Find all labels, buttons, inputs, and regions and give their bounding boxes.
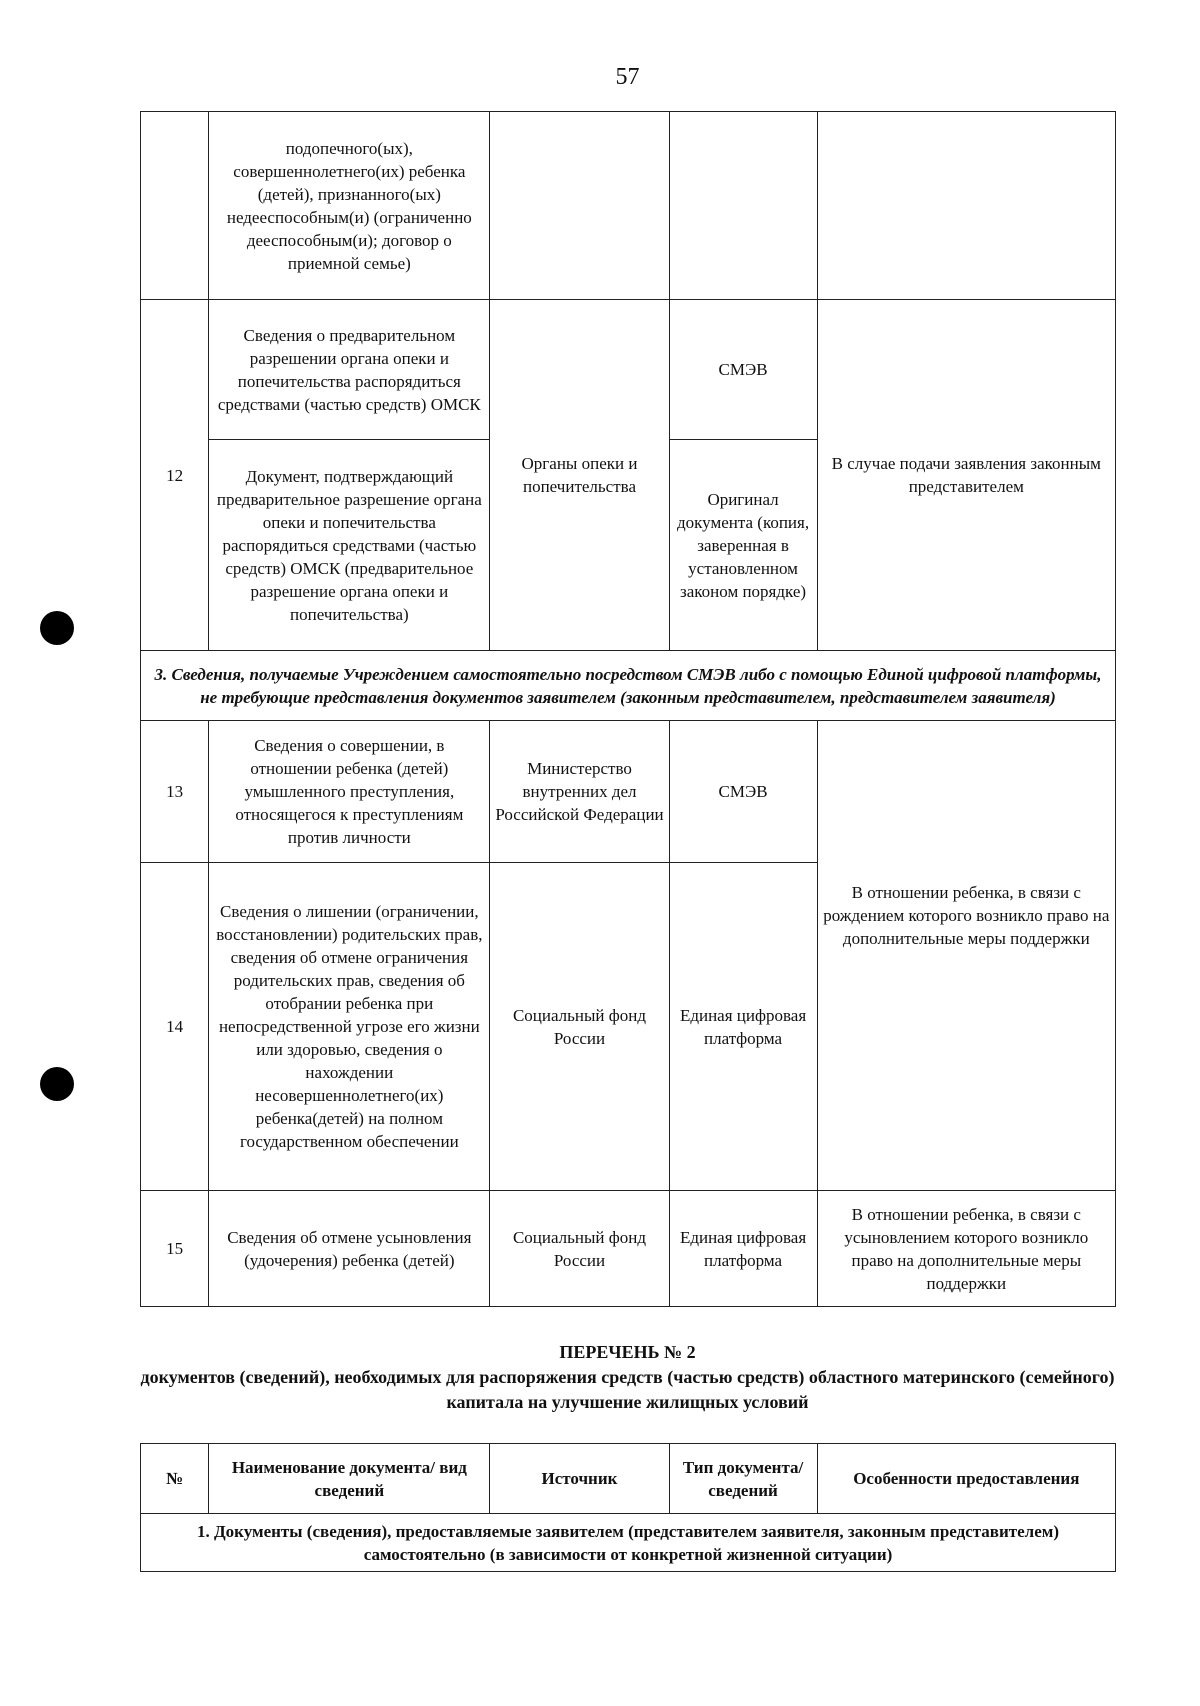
cell-note <box>817 112 1115 300</box>
cell-type: СМЭВ <box>669 300 817 440</box>
table-row <box>141 112 1116 300</box>
cell-type <box>669 112 817 300</box>
cell-num: 14 <box>141 863 209 1191</box>
table-row <box>141 721 1116 863</box>
list-title: ПЕРЕЧЕНЬ № 2 <box>559 1342 696 1362</box>
punch-hole <box>40 1067 74 1101</box>
section-heading: 3. Сведения, получаемые Учреждением самостоятельно посредством СМЭВ либо с помощью Единой цифровой платформы, не требующие представления документов заявителем (законным представителем, представителем заявителя) <box>141 651 1116 721</box>
cell-note: В отношении ребенка, в связи с рождением которого возникло право на дополнительные меры поддержки <box>817 721 1115 1191</box>
cell-num: 15 <box>141 1191 209 1307</box>
table-row <box>141 1191 1116 1307</box>
documents-table-2 <box>140 1443 1116 1572</box>
cell-document-name: Сведения об отмене усыновления (удочерения) ребенка (детей) <box>209 1191 490 1307</box>
cell-num: 12 <box>141 300 209 651</box>
cell-type: Единая цифровая платформа <box>669 1191 817 1307</box>
cell-document-name: Сведения о совершении, в отношении ребенка (детей) умышленного преступления, относящегося к преступлениям против личности <box>209 721 490 863</box>
list-subtitle: документов (сведений), необходимых для распоряжения средств (частью средств) областного материнского (семейного) капитала на улучшение жилищных условий <box>140 1367 1115 1412</box>
header-num: № <box>141 1444 209 1514</box>
cell-type: Единая цифровая платформа <box>669 863 817 1191</box>
cell-type: Оригинал документа (копия, заверенная в установленном законом порядке) <box>669 440 817 651</box>
documents-table <box>140 111 1116 1307</box>
section-row <box>141 651 1116 721</box>
cell-document-name: Сведения о лишении (ограничении, восстановлении) родительских прав, сведения об отмене ограничения родительских прав, сведения об отобрании ребенка при непосредственной угрозе его жизни или здоровью, сведения о нахождении несовершеннолетнего(их) ребенка(детей) на полном государственном обеспечении <box>209 863 490 1191</box>
cell-note: В случае подачи заявления законным представителем <box>817 300 1115 651</box>
header-type: Тип документа/ сведений <box>669 1444 817 1514</box>
header-note: Особенности предоставления <box>817 1444 1115 1514</box>
cell-document-name: Сведения о предварительном разрешении органа опеки и попечительства распорядиться средствами (частью средств) ОМСК <box>209 300 490 440</box>
cell-note: В отношении ребенка, в связи с усыновлением которого возникло право на дополнительные меры поддержки <box>817 1191 1115 1307</box>
cell-source: Министерство внутренних дел Российской Федерации <box>490 721 669 863</box>
header-row <box>141 1444 1116 1514</box>
cell-document-name: Документ, подтверждающий предварительное разрешение органа опеки и попечительства распорядиться средствами (частью средств) ОМСК (предварительное разрешение органа опеки и попечительства) <box>209 440 490 651</box>
cell-source: Органы опеки и попечительства <box>490 300 669 651</box>
list-heading <box>130 1340 1125 1415</box>
header-source: Источник <box>490 1444 669 1514</box>
table-row <box>141 300 1116 440</box>
cell-num <box>141 112 209 300</box>
cell-document-name: подопечного(ых), совершеннолетнего(их) ребенка (детей), признанного(ых) недееспособным(и) (ограниченно дееспособным(и); договор о приемной семье) <box>209 112 490 300</box>
section-row <box>141 1514 1116 1572</box>
punch-hole <box>40 611 74 645</box>
cell-source: Социальный фонд России <box>490 863 669 1191</box>
page-number: 57 <box>615 64 640 90</box>
cell-source: Социальный фонд России <box>490 1191 669 1307</box>
cell-num: 13 <box>141 721 209 863</box>
header-name: Наименование документа/ вид сведений <box>209 1444 490 1514</box>
cell-type: СМЭВ <box>669 721 817 863</box>
cell-source <box>490 112 669 300</box>
section-heading: 1. Документы (сведения), предоставляемые заявителем (представителем заявителя, законным представителем) самостоятельно (в зависимости от конкретной жизненной ситуации) <box>141 1514 1116 1572</box>
